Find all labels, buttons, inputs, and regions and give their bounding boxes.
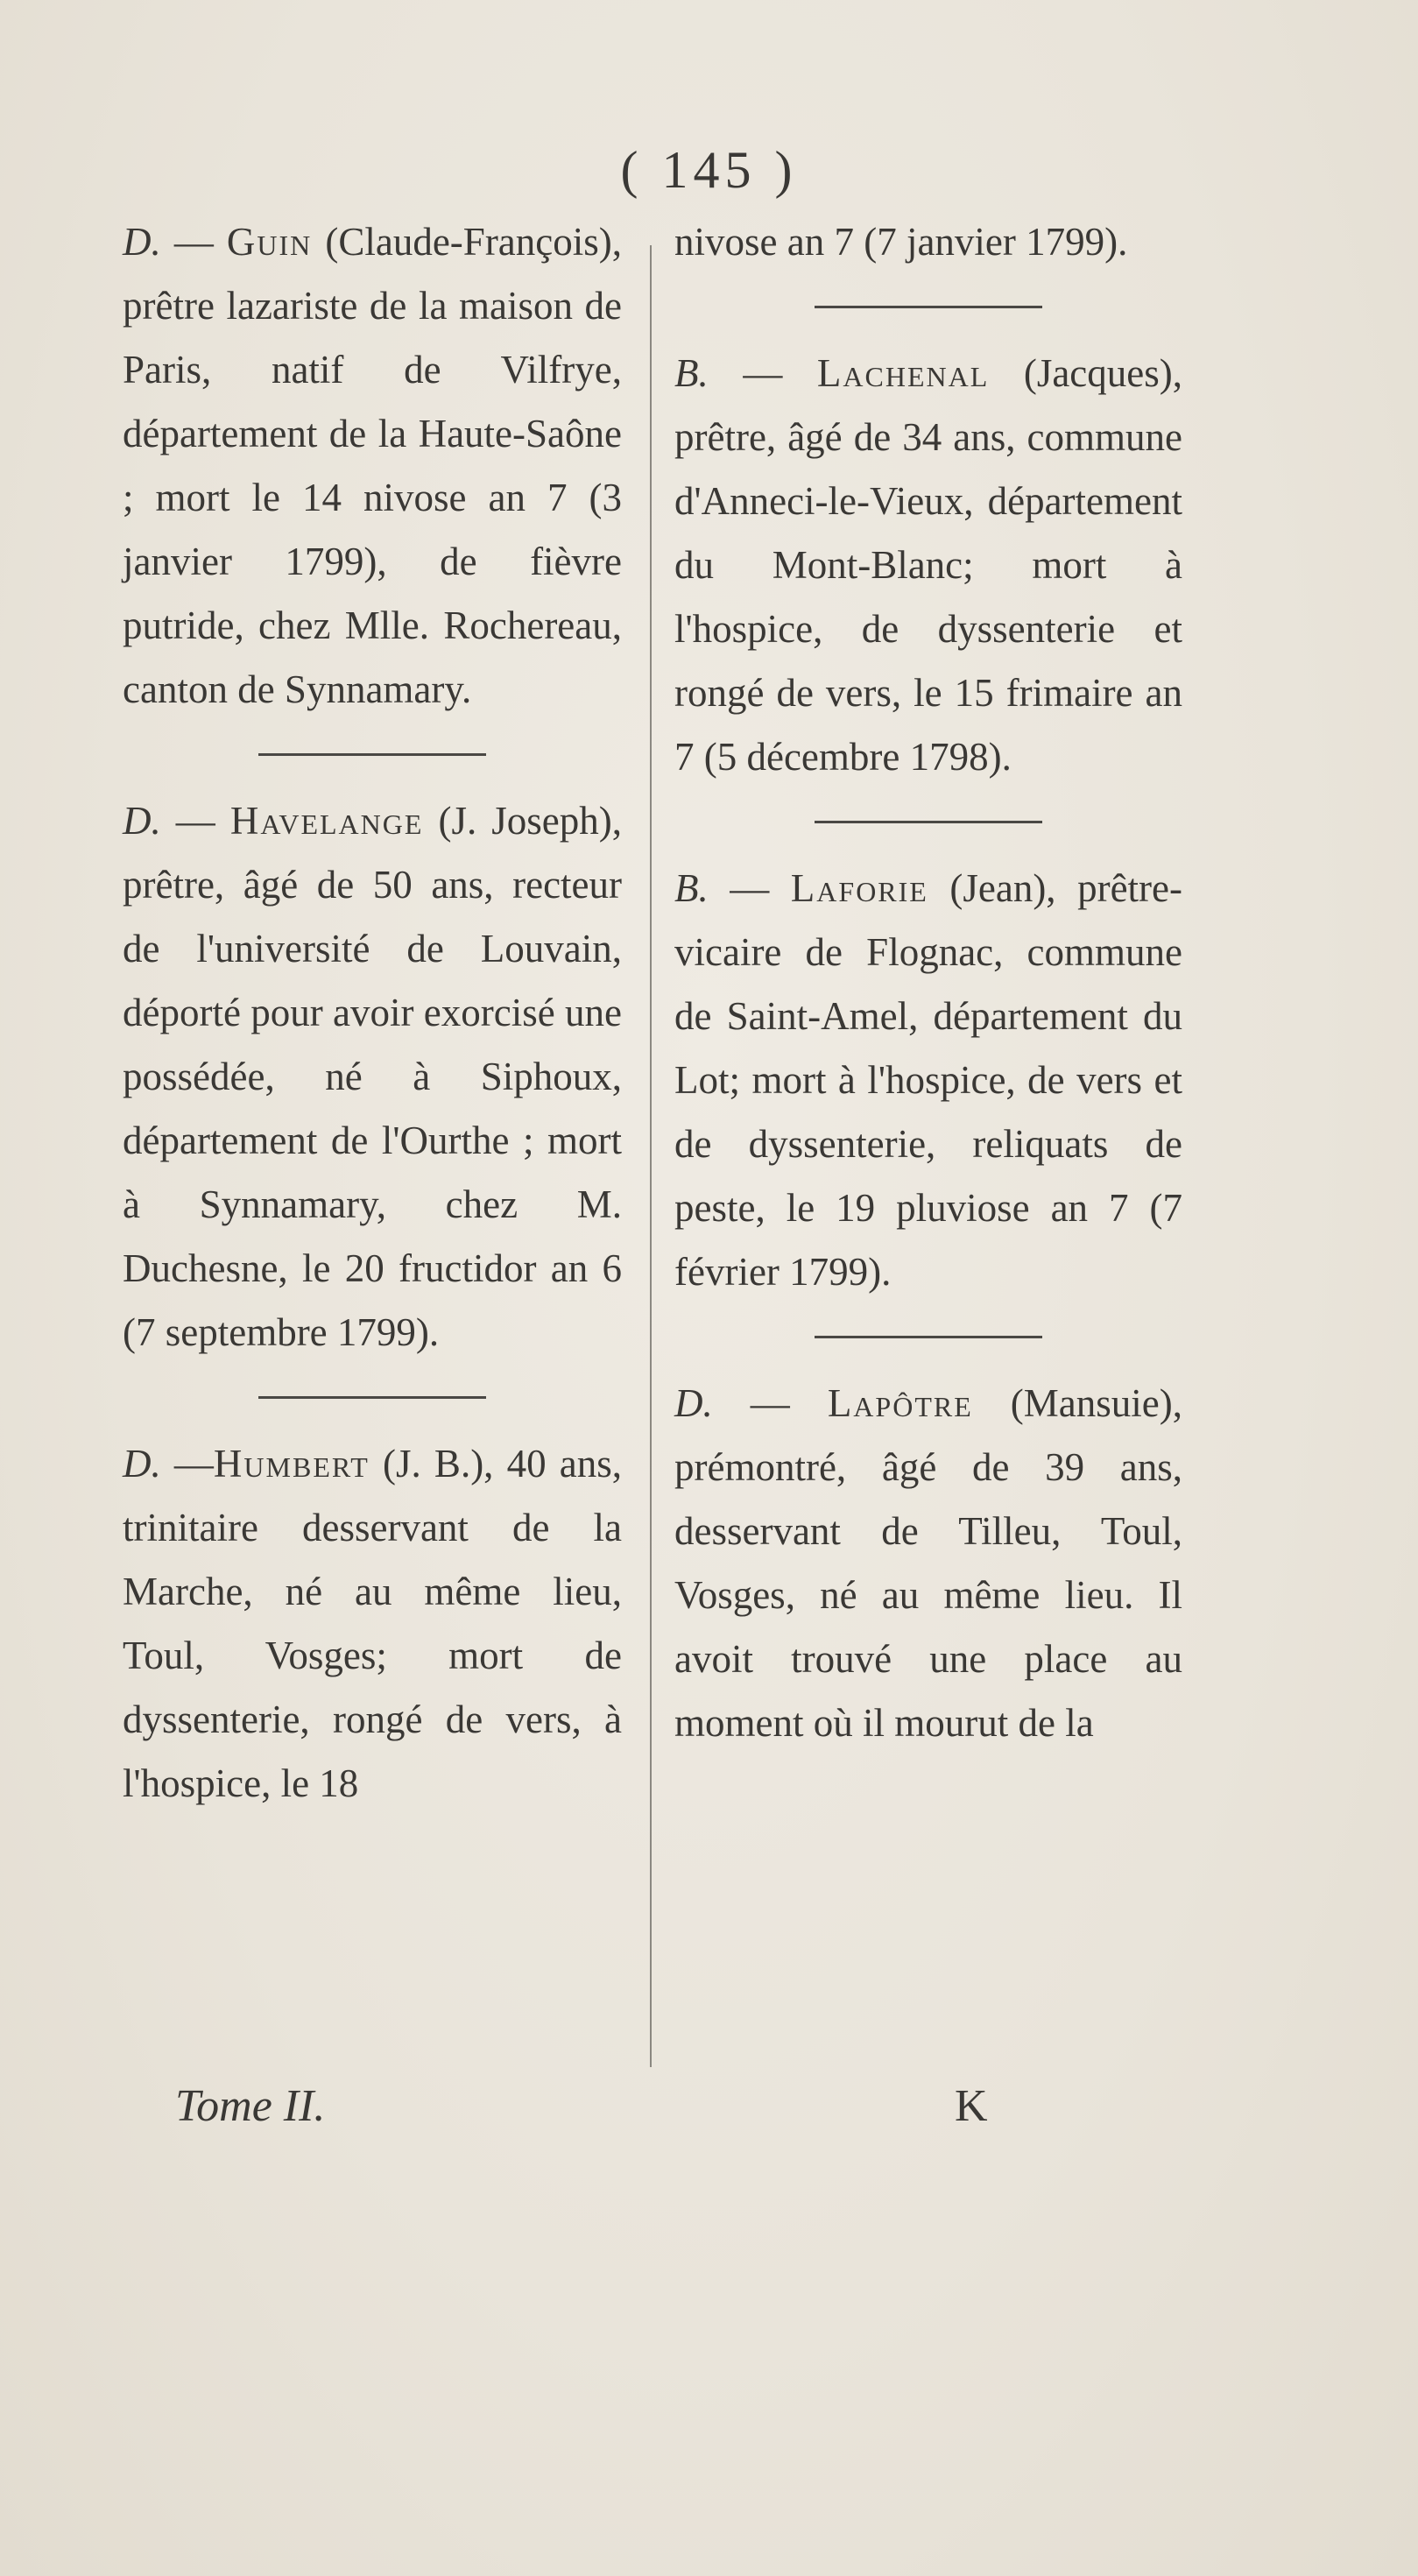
entry-name: Lachenal <box>816 351 990 395</box>
separator-rule <box>815 306 1042 308</box>
entry-text: (Jean), prêtre-vicaire de Flognac, commune de Saint-Amel, département du Lot; mort à l'hospice, de vers et de dyssenterie, reliquats de peste, le 19 pluviose an 7 (7 février 1799). <box>674 866 1182 1294</box>
entry-name: Lapôtre <box>827 1381 973 1425</box>
entry-letter: B. <box>674 866 709 910</box>
entry-letter: D. <box>123 220 161 264</box>
entry-text: (Mansuie), prémontré, âgé de 39 ans, desservant de Tilleu, Toul, Vosges, né au même lieu. Il avoit trouvé une place au moment où il mourut de la <box>674 1381 1182 1745</box>
entry-text: (J. Joseph), prêtre, âgé de 50 ans, recteur de l'université de Louvain, déporté pour avoir exorcisé une possédée, né à Siphoux, département de l'Ourthe ; mort à Synnamary, chez M. Duchesne, le 20 fructidor an 6 (7 septembre 1799). <box>123 799 623 1354</box>
entry-name: Havelange <box>229 799 424 843</box>
entry-dash: — <box>160 799 230 843</box>
entry-dash: — <box>160 1442 214 1486</box>
entry-letter: D. <box>123 799 161 843</box>
entry-text: (J. B.), 40 ans, trinitaire desservant de la Marche, né au même lieu, Toul, Vosges; mort de dyssenterie, rongé de vers, à l'hospice, le 18 <box>123 1442 623 1805</box>
entry-name: Humbert <box>213 1442 370 1486</box>
entry-text: (Claude-François), prêtre lazariste de la maison de Paris, natif de Vilfrye, département de la Haute-Saône ; mort le 14 nivose an 7 (3 janvier 1799), de fièvre putride, chez Mlle. Rochereau, canton de Synnamary. <box>123 220 622 711</box>
entry-havelange <box>123 789 622 1365</box>
column-divider <box>650 245 652 2067</box>
entry-letter: D. <box>674 1381 713 1425</box>
separator-rule <box>815 1336 1042 1338</box>
signature-mark: K <box>955 2081 988 2131</box>
entry-guin <box>123 210 622 722</box>
entry-humbert <box>123 1432 622 1816</box>
entry-name: Guin <box>226 220 313 264</box>
separator-rule <box>258 1396 486 1399</box>
entry-dash: — <box>708 351 817 395</box>
entry-text: nivose an 7 (7 janvier 1799). <box>674 220 1128 264</box>
separator-rule <box>815 821 1042 823</box>
entry-dash: — <box>712 1381 828 1425</box>
entry-letter: D. <box>123 1442 161 1486</box>
entry-laforie <box>674 857 1182 1304</box>
separator-rule <box>258 753 486 756</box>
entry-dash: — <box>708 866 791 910</box>
entry-text: (Jacques), prêtre, âgé de 34 ans, commune d'Anneci-le-Vieux, département du Mont-Blanc; mort à l'hospice, de dyssenterie et rongé de vers, le 15 frimaire an 7 (5 décembre 1798). <box>674 351 1182 779</box>
entry-lachenal <box>674 342 1182 789</box>
entry-continuation <box>674 210 1182 274</box>
volume-label: Tome II. <box>175 2081 326 2131</box>
page-number: ( 145 ) <box>620 141 798 199</box>
right-column <box>674 210 1182 1755</box>
left-column <box>123 210 622 1816</box>
entry-name: Laforie <box>790 866 928 910</box>
entry-lapotre <box>674 1372 1182 1755</box>
entry-letter: B. <box>674 351 709 395</box>
entry-dash: — <box>160 220 227 264</box>
